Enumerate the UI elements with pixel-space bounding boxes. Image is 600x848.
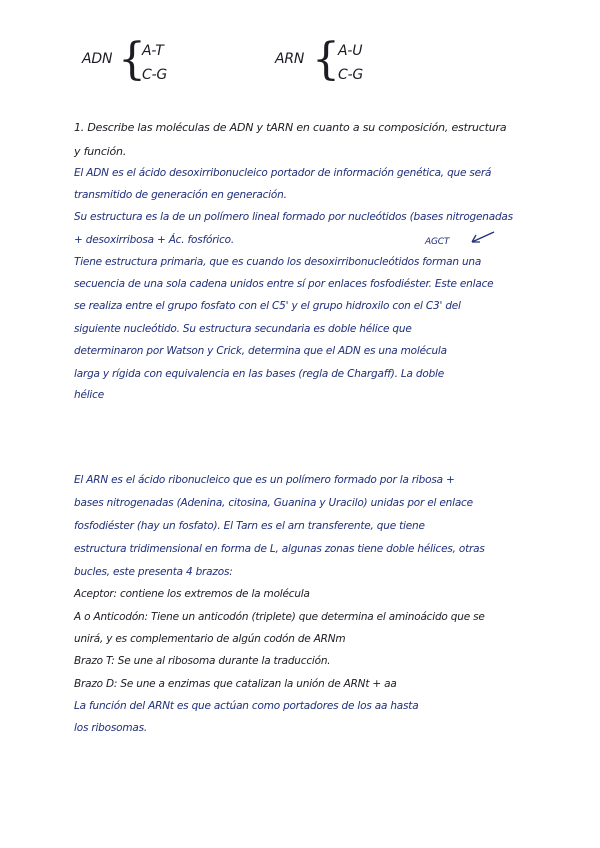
adn-line-3: Su estructura es la de un polímero lineal formado por nucleótidos (bases nitrogenadas bbox=[74, 211, 513, 223]
adn-line-2: transmitido de generación en generación. bbox=[74, 189, 287, 201]
arn-line-2: bases nitrogenadas (Adenina, citosina, Guanina y Uracilo) unidas por el enlace bbox=[74, 497, 473, 509]
question-line-1: 1. Describe las moléculas de ADN y tARN en cuanto a su composición, estructura bbox=[74, 121, 507, 134]
adn-pair-1: A-T bbox=[142, 43, 164, 59]
adn-pair-2: C-G bbox=[142, 67, 168, 83]
adn-line-5: Tiene estructura primaria, que es cuando los desoxirribonucleótidos forman una bbox=[74, 256, 482, 268]
arn-line-6: Aceptor: contiene los extremos de la molécula bbox=[74, 588, 310, 600]
arn-line-5: bucles, este presenta 4 brazos: bbox=[74, 566, 233, 578]
arn-line-3: fosfodiéster (hay un fosfato). El Tarn es el arn transferente, que tiene bbox=[74, 520, 425, 532]
adn-line-11: hélice bbox=[74, 389, 104, 401]
arn-line-4: estructura tridimensional en forma de L, algunas zonas tiene doble hélices, otras bbox=[74, 543, 485, 555]
arn-pair-2: C-G bbox=[338, 67, 364, 83]
arn-line-11: La función del ARNt es que actúan como portadores de los aa hasta bbox=[74, 700, 419, 712]
adn-label: ADN bbox=[82, 51, 113, 67]
arn-line-12: los ribosomas. bbox=[74, 722, 148, 734]
arn-line-7: A o Anticodón: Tiene un anticodón (triplete) que determina el aminoácido que se bbox=[74, 611, 485, 623]
adn-margin-note: AGCT bbox=[425, 237, 450, 247]
arn-brace: { bbox=[312, 34, 340, 85]
adn-line-8: siguiente nucleótido. Su estructura secundaria es doble hélice que bbox=[74, 323, 412, 335]
adn-line-1: El ADN es el ácido desoxirribonucleico portador de información genética, que será bbox=[74, 167, 492, 179]
arn-line-9: Brazo T: Se une al ribosoma durante la traducción. bbox=[74, 655, 331, 667]
arn-line-1: El ARN es el ácido ribonucleico que es un polímero formado por la ribosa + bbox=[74, 474, 455, 486]
adn-line-6: secuencia de una sola cadena unidos entre sí por enlaces fosfodiéster. Este enlace bbox=[74, 278, 494, 290]
arrow-icon bbox=[470, 228, 498, 246]
adn-line-7: se realiza entre el grupo fosfato con el C5' y el grupo hidroxilo con el C3' del bbox=[74, 300, 461, 312]
adn-line-10: larga y rígida con equivalencia en las bases (regla de Chargaff). La doble bbox=[74, 368, 445, 380]
arn-line-10: Brazo D: Se une a enzimas que catalizan la unión de ARNt + aa bbox=[74, 678, 397, 690]
arn-line-8: unirá, y es complementario de algún codón de ARNm bbox=[74, 633, 346, 645]
arn-label: ARN bbox=[275, 51, 305, 67]
adn-line-9: determinaron por Watson y Crick, determina que el ADN es una molécula bbox=[74, 345, 447, 357]
arn-pair-1: A-U bbox=[338, 43, 363, 59]
question-line-2: y función. bbox=[74, 145, 127, 158]
adn-line-4: + desoxirribosa + Ác. fosfórico. bbox=[74, 234, 235, 246]
adn-brace: { bbox=[118, 34, 146, 85]
